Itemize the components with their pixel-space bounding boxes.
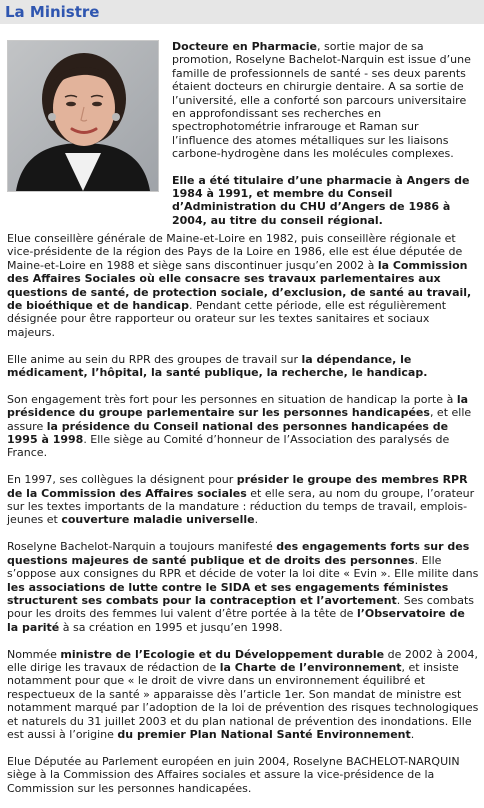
- text-run: , et insiste notamment pour que « le droit de vivre dans un environnement équilibré et respectueux de la santé » apparaisse dès l’article 1er. Son mandat de ministre est notamment marqué par l’adoption de la loi de prévention des risques technologiques et naturels du 31 juillet 2003 et du plan national de prévention des inondations. Elle est aussi à l’origine: [7, 660, 479, 741]
- biography-paragraph: [7, 473, 479, 527]
- emphasis-text: les associations de lutte contre le SIDA et ses engagements féministes structurent ses combats pour la contraception et l’avortement: [7, 580, 449, 607]
- text-run: Son engagement très fort pour les personnes en situation de handicap la porte à: [7, 392, 457, 406]
- text-run: Elue conseillère générale de Maine-et-Loire en 1982, puis conseillère régionale et vice-présidente de la région des Pays de la Loire en 1986, elle est élue députée de Maine-et-Loire en 1988 et siège sans discontinuer jusqu’en 2002 à: [7, 232, 463, 272]
- title-bar: [0, 0, 484, 24]
- emphasis-text: la Commission des Affaires Sociales où elle consacre ses travaux parlementaires aux questions de santé, de protection sociale, d’exclusion, de santé au travail, de bioéthique et de handicap: [7, 258, 472, 313]
- intro-paragraph: [172, 174, 474, 228]
- emphasis-text: couverture maladie universelle: [61, 513, 255, 527]
- biography-paragraph: [7, 393, 479, 460]
- emphasis-text: des engagements forts sur des questions majeures de santé publique et de droits des personnes: [7, 540, 470, 567]
- text-run: . Elle s’oppose aux consignes du RPR et décide de voter la loi dite « Evin ». Elle milite dans: [7, 553, 479, 581]
- text-run: Roselyne Bachelot-Narquin a toujours manifesté: [7, 540, 277, 554]
- emphasis-text: Docteure en Pharmacie: [172, 40, 317, 53]
- page-title: La Ministre: [5, 3, 100, 21]
- text-run: Nommée: [7, 647, 61, 661]
- emphasis-text: ministre de l’Ecologie et du Développement durable: [60, 647, 385, 661]
- biography-paragraph: [7, 540, 479, 634]
- intro-paragraph: [172, 40, 474, 161]
- text-run: . Ses combats pour les droits des femmes lui valent d’être portée à la tête de: [7, 593, 475, 621]
- text-run: .: [410, 727, 415, 741]
- portrait-image: [8, 41, 158, 191]
- emphasis-text: Elle a été titulaire d’une pharmacie à Angers de 1984 à 1991, et membre du Conseil d’Administration du CHU d’Angers de 1986 à 2004, au titre du conseil régional.: [172, 173, 470, 227]
- text-run: Elle anime au sein du RPR des groupes de travail sur: [7, 352, 302, 366]
- text-run: à sa création en 1995 et jusqu’en 1998.: [59, 620, 283, 634]
- text-run: et elle sera, au nom du groupe, l’orateur sur les textes importants de la mandature : réduction du temps de travail, emplois-jeunes et: [7, 486, 475, 527]
- text-run: En 1997, ses collègues la désignent pour: [7, 473, 237, 487]
- text-run: . Pendant cette période, elle est régulièrement désignée pour être rapporteur ou orateur sur les textes sanitaires et sociaux majeurs.: [7, 299, 447, 339]
- biography-paragraph: [7, 232, 479, 339]
- text-run: de 2002 à 2004, elle dirige les travaux de rédaction de: [7, 647, 479, 674]
- emphasis-text: du premier Plan National Santé Environnement: [117, 727, 411, 741]
- biography-text: [7, 232, 479, 808]
- emphasis-text: la présidence du groupe parlementaire sur les personnes handicapées: [7, 392, 469, 420]
- biography-paragraph: [7, 353, 479, 380]
- intro-text: [172, 40, 474, 227]
- text-run: , sortie major de sa promotion, Roselyne Bachelot-Narquin est issue d’une famille de professionnels de santé - ses deux parents étaient docteurs en chirurgie dentaire. A sa sortie de l’université, elle a conforté son parcours universitaire en approfondissant ses recherches en spectrophotométrie infrarouge et Raman sur l’influence des atomes métalliques sur les liaisons carbone-hydrogène dans les molécules complexes.: [172, 40, 471, 161]
- emphasis-text: l’Observatoire de la parité: [7, 607, 465, 634]
- text-run: , et elle assure: [7, 406, 472, 433]
- biography-paragraph: [7, 648, 479, 742]
- text-run: .: [254, 513, 259, 527]
- text-run: . Elle siège au Comité d’honneur de l’Association des paralysés de France.: [7, 433, 450, 460]
- emphasis-text: la présidence du Conseil national des personnes handicapées de 1995 à 1998: [7, 419, 449, 447]
- emphasis-text: la Charte de l’environnement: [219, 660, 402, 674]
- text-run: Elue Députée au Parlement européen en juin 2004, Roselyne BACHELOT-NARQUIN siège à la Commission des Affaires sociales et assure la vice-présidence de la Commission sur les personnes handicapées.: [7, 754, 460, 795]
- portrait-photo: [7, 40, 159, 192]
- emphasis-text: la dépendance, le médicament, l’hôpital, la santé publique, la recherche, le handicap.: [7, 352, 428, 380]
- emphasis-text: présider le groupe des membres RPR de la Commission des Affaires sociales: [7, 473, 468, 500]
